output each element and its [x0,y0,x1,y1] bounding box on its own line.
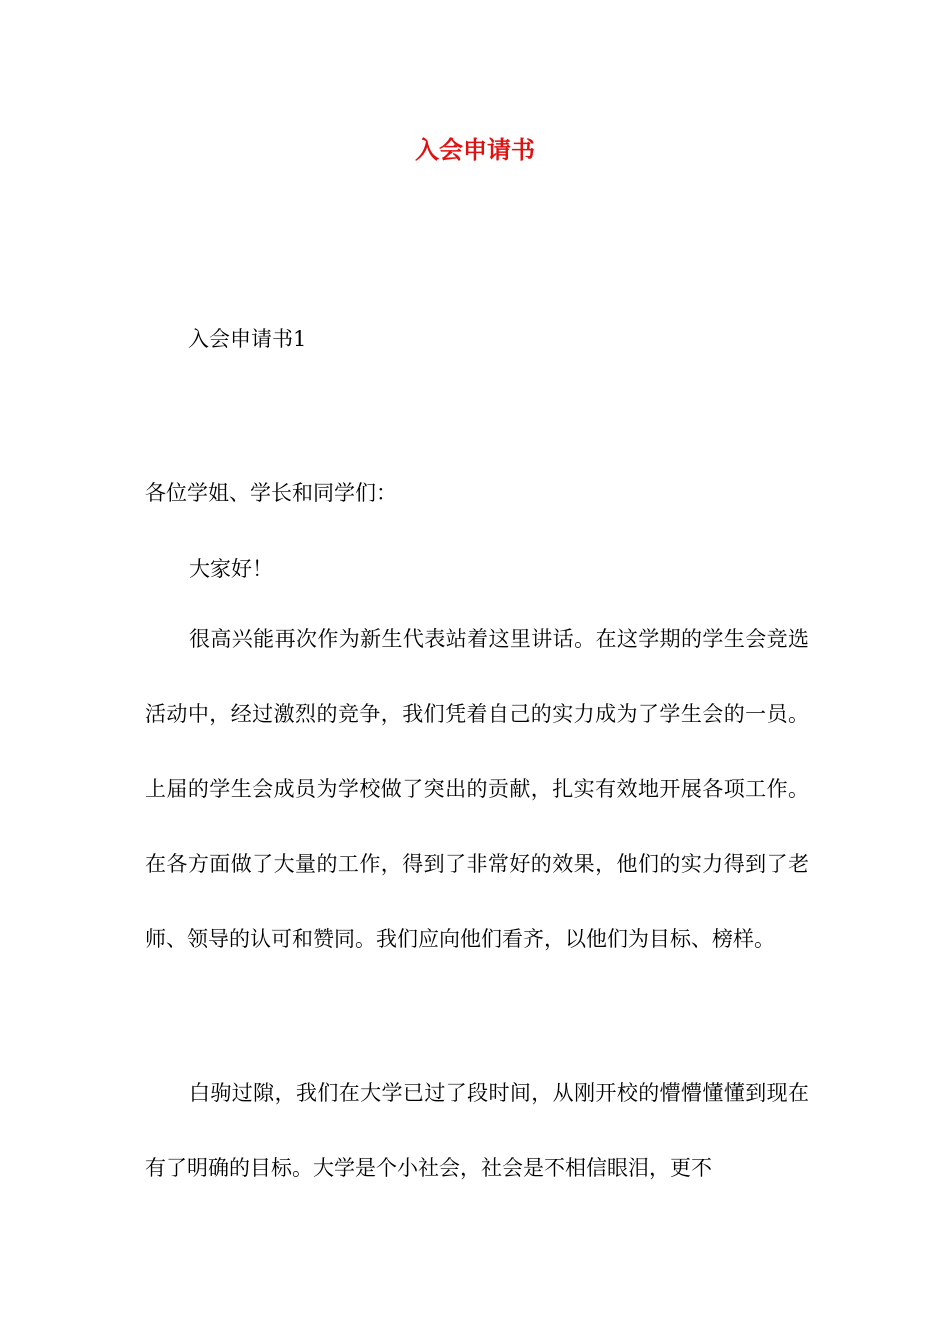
greeting-paragraph: 大家好！ [189,557,273,581]
salutation: 各位学姐、学长和同学们： [145,481,397,505]
section-title: 入会申请书1 [188,327,307,351]
page-title: 入会申请书 [415,135,535,164]
body-paragraph-2: 白驹过隙，我们在大学已过了段时间，从刚开校的懵懵懂懂到现在有了明确的目标。大学是个小社会，社会是不相信眼泪，更不 [145,1081,809,1180]
body-paragraph-1: 很高兴能再次作为新生代表站着这里讲话。在这学期的学生会竞选活动中，经过激烈的竞争，我们凭着自己的实力成为了学生会的一员。上届的学生会成员为学校做了突出的贡献，扎实有效地开展各项工作。在各方面做了大量的工作，得到了非常好的效果，他们的实力得到了老师、领导的认可和赞同。我们应向他们看齐，以他们为目标、榜样。 [145,627,809,951]
